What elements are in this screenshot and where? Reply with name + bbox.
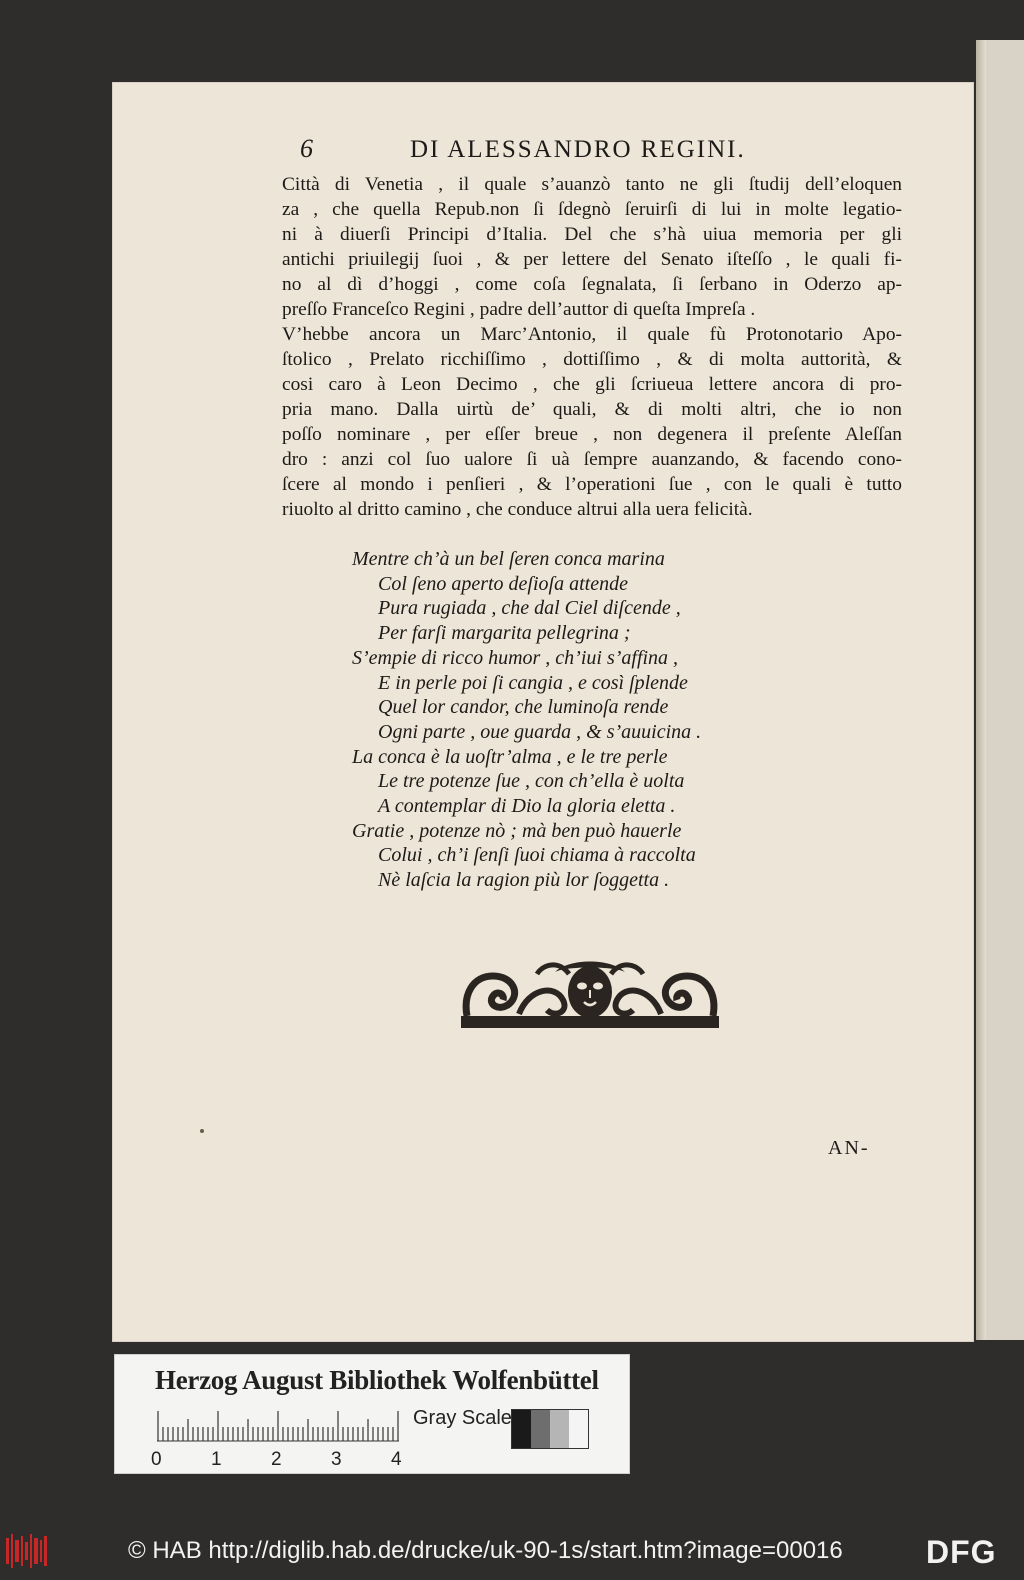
prose-line: riuolto al dritto camino , che conduce altrui alla uera felicità. (282, 499, 753, 520)
prose-line: pria mano. Dalla uirtù de’ quali, & di molti altri, che io non (282, 399, 902, 420)
prose-line: V’hebbe ancora un Marc’Antonio, il quale fù Protonotario Apo- (282, 324, 902, 345)
prose-line: cosi caro à Leon Decimo , che gli ſcriueua lettere ancora di pro- (282, 374, 902, 395)
gray-swatch (531, 1410, 550, 1448)
prose-line: preſſo Franceſco Regini , padre dell’auttor di queſta Impreſa . (282, 299, 756, 320)
catchword: AN- (828, 1137, 870, 1159)
dfg-logo: DFG (926, 1534, 997, 1570)
prose-line: no al dì d’hoggi , come coſa ſegnalata, ſi ſerbano in Oderzo ap- (282, 274, 902, 295)
prose-line: ni à diuerſi Principi d’Italia. Del che s’hà uiua memoria per gli (282, 224, 902, 245)
grotesque-mask-headpiece-icon (459, 954, 721, 1032)
ruler-scale-icon (157, 1407, 401, 1443)
poem (352, 547, 772, 893)
prose-line: za , che quella Repub.non ſi ſdegnò ſeruirſi di lui in molte legatio- (282, 199, 902, 220)
gray-swatch (550, 1410, 569, 1448)
ruler-number: 2 (271, 1449, 282, 1470)
prose-line: ſtolico , Prelato ricchiſſimo , dottiſſimo , & di molta auttorità, & (282, 349, 902, 370)
library-name: Herzog August Bibliothek Wolfenbüttel (155, 1365, 599, 1395)
poem-verse: Ogni parte , oue guarda , & s’auuicina . (378, 720, 702, 743)
ruler-number: 4 (391, 1449, 402, 1470)
paper-speck (200, 1129, 204, 1133)
poem-verse: Pura rugiada , che dal Ciel diſcende , (378, 597, 681, 620)
poem-verse: Nè laſcia la ragion più lor ſoggetta . (378, 869, 670, 892)
poem-verse: A contemplar di Dio la gloria eletta . (378, 795, 676, 818)
prose-line: poſſo nominare , per eſſer breue , non degenera il preſente Aleſſan (282, 424, 902, 445)
poem-verse: Gratie , potenze nò ; mà ben può hauerle (352, 819, 682, 842)
footer-bar (0, 1528, 1024, 1580)
running-head: DI ALESSANDRO REGINI. (410, 136, 746, 163)
poem-verse: Colui , ch’i ſenſi ſuoi chiama à raccolta (378, 844, 696, 867)
prose-line: antichi priuilegij ſuoi , & per lettere del Senato iſteſſo , le quali fi- (282, 249, 902, 270)
color-calibration-card (114, 1354, 630, 1474)
ruler-numbers (151, 1449, 411, 1473)
ruler-number: 3 (331, 1449, 342, 1470)
page-number: 6 (300, 134, 313, 163)
prose-paragraph (282, 172, 902, 522)
poem-verse: La conca è la uoſtr’alma , e le tre perle (352, 745, 668, 768)
poem-verse: E in perle poi ſi cangia , e così ſplende (378, 671, 688, 694)
hab-barcode-logo-icon (6, 1534, 48, 1568)
poem-verse: Quel lor candor, che luminoſa rende (378, 696, 669, 719)
poem-verse: Col ſeno aperto deſioſa attende (378, 572, 628, 595)
gray-swatch (569, 1410, 588, 1448)
gray-scale-swatches (511, 1409, 589, 1449)
prose-line: dro : anzi col ſuo ualore ſi uà ſempre auanzando, & facendo cono- (282, 449, 902, 470)
prose-line: Città di Venetia , il quale s’auanzò tanto ne gli ſtudij dell’eloquen (282, 174, 902, 195)
poem-verse: S’empie di ricco humor , ch’iui s’affina , (352, 646, 679, 669)
prose-line: ſcere al mondo i penſieri , & l’operationi ſue , con le quali è tutto (282, 474, 902, 495)
poem-verse: Per farſi margarita pellegrina ; (378, 622, 631, 645)
page-header (300, 134, 910, 170)
poem-verse: Mentre ch’à un bel ſeren conca marina (352, 548, 665, 570)
gray-scale-label: Gray Scale (413, 1407, 512, 1429)
ruler-number: 1 (211, 1449, 222, 1470)
adjacent-page-edge (976, 40, 1024, 1340)
poem-verse: Le tre potenze ſue , con ch’ella è uolta (378, 770, 685, 793)
gray-swatch (512, 1410, 531, 1448)
ruler-number: 0 (151, 1449, 162, 1470)
book-page (112, 82, 974, 1342)
source-url[interactable]: © HAB http://diglib.hab.de/drucke/uk-90-1s/start.htm?image=00016 (128, 1537, 843, 1564)
